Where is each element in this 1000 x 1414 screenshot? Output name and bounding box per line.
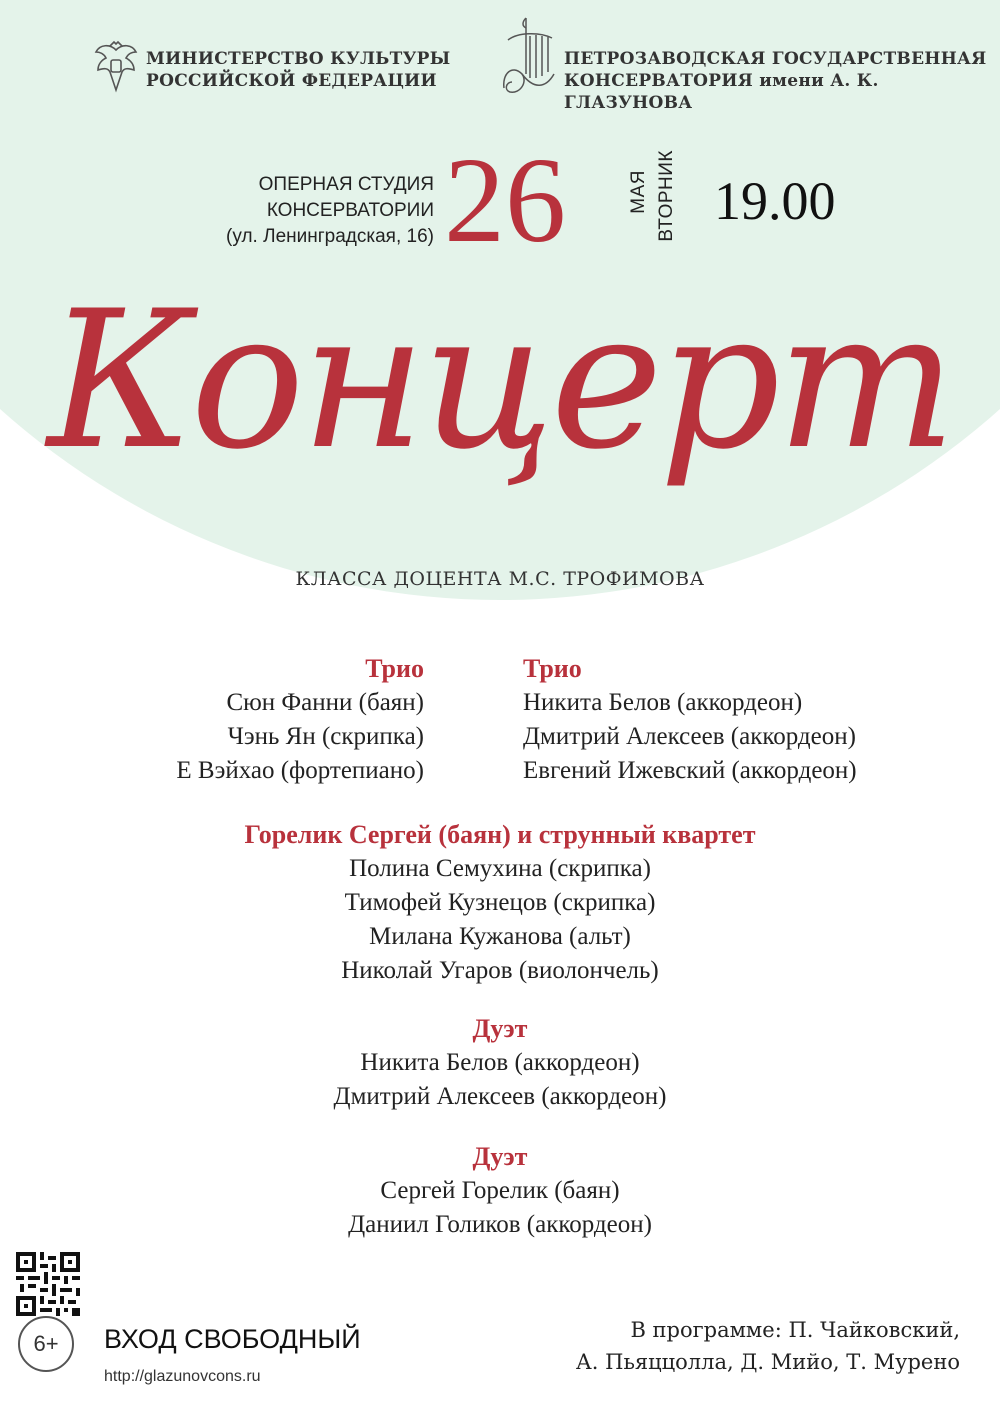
program-line-2: А. Пьяццолла, Д. Мийо, Т. Мурено (575, 1350, 960, 1374)
duet-2-heading: Дуэт (472, 1142, 528, 1171)
performer: Полина Семухина (скрипка) (349, 855, 651, 882)
performer: Милана Кужанова (альт) (369, 923, 631, 950)
quartet-block (0, 818, 1000, 988)
performer: Дмитрий Алексеев (аккордеон) (523, 723, 856, 750)
conservatory-name (564, 48, 1000, 114)
ministry-emblem-icon (92, 40, 140, 94)
program-composers (500, 1314, 960, 1378)
performer: Е Вэйхао (фортепиано) (176, 757, 424, 784)
performer: Тимофей Кузнецов (скрипка) (344, 889, 656, 916)
concert-subtitle: КЛАССА ДОЦЕНТА М.С. ТРОФИМОВА (295, 568, 705, 590)
age-rating-text: 6+ (33, 1331, 59, 1356)
program-line-1: В программе: П. Чайковский, (630, 1318, 960, 1342)
event-month: МАЯ (628, 170, 649, 214)
trio-2-block (523, 652, 973, 788)
concert-title: Концерт (47, 270, 953, 491)
trio-1-block (60, 652, 424, 788)
event-day: 26 (444, 133, 566, 268)
age-rating-badge (18, 1316, 74, 1372)
ministry-name (146, 48, 450, 92)
conservatory-line-2: КОНСЕРВАТОРИЯ имени А. К. ГЛАЗУНОВА (564, 71, 879, 113)
trio-1-heading: Трио (365, 654, 424, 683)
venue-line-2: КОНСЕРВАТОРИИ (266, 200, 434, 221)
performer: Сюн Фанни (баян) (226, 689, 424, 716)
performer: Сергей Горелик (баян) (380, 1177, 620, 1204)
duet-2-block (0, 1140, 1000, 1242)
free-entry: ВХОД СВОБОДНЫЙ (104, 1324, 361, 1354)
conservatory-line-1: ПЕТРОЗАВОДСКАЯ ГОСУДАРСТВЕННАЯ (564, 49, 987, 69)
performer: Николай Угаров (виолончель) (341, 957, 659, 984)
venue-line-1: ОПЕРНАЯ СТУДИЯ (258, 174, 434, 195)
performer: Дмитрий Алексеев (аккордеон) (333, 1083, 667, 1110)
venue-block (150, 172, 434, 250)
duet-1-block (0, 1012, 1000, 1114)
event-weekday: ВТОРНИК (656, 150, 677, 242)
performer: Чэнь Ян (скрипка) (227, 723, 424, 750)
ministry-line-1: МИНИСТЕРСТВО КУЛЬТУРЫ (146, 49, 451, 69)
venue-address: (ул. Ленинградская, 16) (226, 226, 434, 247)
website-link[interactable]: http://glazunovcons.ru (104, 1368, 261, 1385)
lyre-logo-icon (498, 14, 560, 102)
performer: Евгений Ижевский (аккордеон) (523, 757, 857, 784)
quartet-heading: Горелик Сергей (баян) и струнный квартет (244, 820, 756, 849)
performer: Никита Белов (аккордеон) (523, 689, 803, 716)
qr-code-icon[interactable] (16, 1252, 80, 1316)
duet-1-heading: Дуэт (472, 1014, 528, 1043)
performer: Даниил Голиков (аккордеон) (348, 1211, 652, 1238)
event-time: 19.00 (714, 171, 836, 231)
performer: Никита Белов (аккордеон) (360, 1049, 640, 1076)
ministry-line-2: РОССИЙСКОЙ ФЕДЕРАЦИИ (146, 71, 437, 91)
trio-2-heading: Трио (523, 654, 582, 683)
